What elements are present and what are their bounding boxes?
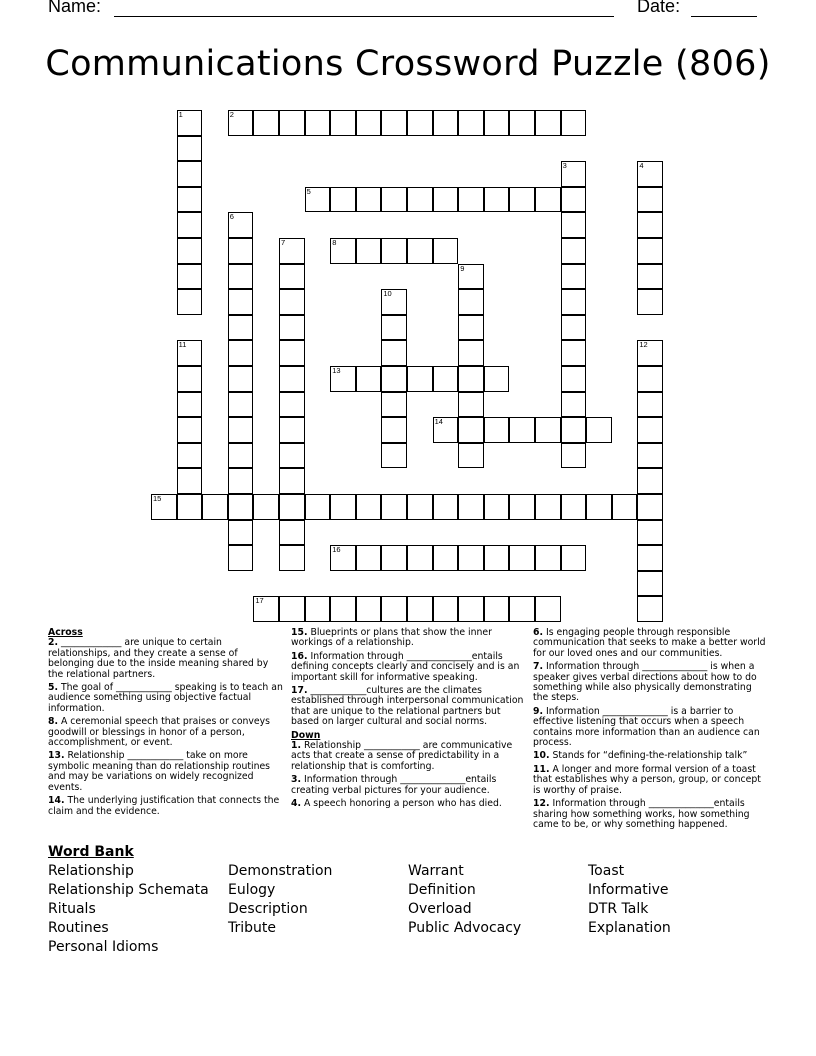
word-bank-column [408, 862, 588, 938]
clues-column-3 [533, 628, 769, 833]
clue-number: 1 [178, 110, 183, 119]
word-bank-item: Relationship Schemata [48, 882, 209, 898]
grid-cell[interactable] [407, 110, 433, 136]
grid-cell[interactable] [561, 494, 587, 520]
grid-cell[interactable] [458, 264, 484, 290]
grid-cell[interactable] [637, 571, 663, 597]
grid-cell[interactable] [458, 110, 484, 136]
grid-cell[interactable] [177, 417, 203, 443]
name-label: Name: [48, 0, 102, 16]
clue-number: 15 [153, 494, 162, 503]
clue-down-11: 11. A longer and more formal version of a toast that establishes why a person, group, or concept is worthy of praise. [533, 763, 761, 796]
grid-cell[interactable] [356, 494, 382, 520]
clue-across-15: 15. Blueprints or plans that show the inner workings of a relationship. [291, 627, 492, 649]
grid-cell[interactable] [330, 596, 356, 622]
grid-cell[interactable] [509, 417, 535, 443]
grid-cell[interactable] [177, 264, 203, 290]
clue-across-14: 14. The underlying justification that connects the claim and the evidence. [48, 795, 280, 817]
grid-cell[interactable] [330, 494, 356, 520]
clue-number: 17 [255, 596, 264, 606]
grid-cell[interactable] [561, 392, 587, 418]
grid-cell[interactable] [381, 443, 407, 469]
clue-number: 16 [332, 545, 341, 555]
word-bank-item: Definition [408, 882, 476, 898]
grid-cell[interactable] [561, 289, 587, 315]
grid-cell[interactable] [458, 392, 484, 418]
grid-cell[interactable] [279, 596, 305, 622]
grid-cell[interactable] [433, 187, 459, 213]
clue-number: 12 [639, 340, 648, 350]
grid-cell[interactable] [561, 366, 587, 392]
grid-cell[interactable] [561, 417, 587, 443]
grid-cell[interactable] [637, 417, 663, 443]
clue-number: 7 [281, 238, 286, 247]
clue-down-3: 3. Information through ______________entails creating verbal pictures for your audience. [291, 774, 497, 796]
grid-cell[interactable] [228, 289, 254, 315]
grid-cell[interactable] [637, 392, 663, 418]
clue-down-10: 10. Stands for “defining-the-relationship talk” [533, 750, 748, 762]
grid-cell[interactable] [637, 212, 663, 238]
grid-cell[interactable] [535, 596, 561, 622]
clue-number: 4 [639, 161, 644, 171]
grid-cell[interactable] [381, 366, 407, 392]
grid-cell[interactable] [228, 545, 254, 571]
clue-across-16: 16. Information through ______________entails defining concepts clearly and concisely and is an important skill for informative speaking. [291, 650, 520, 683]
grid-cell[interactable] [407, 494, 433, 520]
grid-cell[interactable] [433, 494, 459, 520]
grid-cell[interactable] [458, 443, 484, 469]
grid-cell[interactable] [177, 494, 203, 520]
grid-cell[interactable] [279, 417, 305, 443]
grid-cell[interactable] [407, 545, 433, 571]
grid-cell[interactable] [586, 417, 612, 443]
grid-cell[interactable] [381, 187, 407, 213]
grid-cell[interactable] [535, 187, 561, 213]
clue-across-2: 2. _____________ are unique to certain relationships, and they create a sense of belonging due to the inside meaning shared by the relational partners. [48, 637, 269, 680]
grid-cell[interactable] [330, 366, 356, 392]
grid-cell[interactable] [279, 468, 305, 494]
name-date-line [48, 0, 757, 17]
grid-cell[interactable] [305, 494, 331, 520]
grid-cell[interactable] [433, 596, 459, 622]
grid-cell[interactable] [177, 136, 203, 162]
word-bank-item: Rituals [48, 901, 96, 917]
word-bank-column [48, 862, 228, 957]
grid-cell[interactable] [637, 161, 663, 187]
grid-cell[interactable] [305, 110, 331, 136]
clue-number: 14 [434, 417, 443, 427]
grid-cell[interactable] [509, 596, 535, 622]
clue-number: 10 [383, 289, 392, 299]
date-field[interactable] [691, 0, 757, 17]
grid-cell[interactable] [279, 315, 305, 341]
clue-down-1: 1. Relationship ____________ are communicative acts that create a sense of predictability in a relationship that is comforting. [291, 740, 513, 772]
grid-cell[interactable] [509, 187, 535, 213]
grid-cell[interactable] [356, 110, 382, 136]
grid-cell[interactable] [433, 238, 459, 264]
grid-cell[interactable] [433, 417, 459, 443]
grid-cell[interactable] [407, 366, 433, 392]
grid-cell[interactable] [279, 238, 305, 264]
grid-cell[interactable] [381, 340, 407, 366]
down-heading: Down [291, 729, 321, 741]
grid-cell[interactable] [228, 417, 254, 443]
grid-cell[interactable] [330, 238, 356, 264]
grid-cell[interactable] [279, 443, 305, 469]
grid-cell[interactable] [637, 520, 663, 546]
grid-cell[interactable] [535, 110, 561, 136]
grid-cell[interactable] [330, 110, 356, 136]
grid-cell[interactable] [228, 340, 254, 366]
grid-cell[interactable] [151, 494, 177, 520]
clues-column-2 [291, 628, 525, 813]
grid-cell[interactable] [561, 187, 587, 213]
grid-cell[interactable] [177, 161, 203, 187]
grid-cell[interactable] [381, 494, 407, 520]
grid-cell[interactable] [484, 366, 510, 392]
word-bank-title: Word Bank [48, 844, 134, 860]
grid-cell[interactable] [637, 264, 663, 290]
word-bank-column [228, 862, 408, 938]
grid-cell[interactable] [637, 468, 663, 494]
grid-cell[interactable] [484, 545, 510, 571]
grid-cell[interactable] [228, 212, 254, 238]
grid-cell[interactable] [433, 545, 459, 571]
grid-cell[interactable] [458, 417, 484, 443]
clue-down-9: 9. Information ______________ is a barrier to effective listening that occurs when a speech contains more information than an audience can process. [533, 705, 760, 749]
grid-cell[interactable] [433, 110, 459, 136]
grid-cell[interactable] [637, 187, 663, 213]
grid-cell[interactable] [458, 494, 484, 520]
grid-cell[interactable] [279, 392, 305, 418]
grid-cell[interactable] [228, 110, 254, 136]
grid-cell[interactable] [228, 443, 254, 469]
grid-cell[interactable] [561, 264, 587, 290]
grid-cell[interactable] [509, 110, 535, 136]
grid-cell[interactable] [279, 520, 305, 546]
grid-cell[interactable] [381, 110, 407, 136]
grid-cell[interactable] [407, 187, 433, 213]
clue-down-7: 7. Information through ______________ is when a speaker gives verbal directions about how to do something while also physically demonstrating the steps. [533, 661, 757, 704]
word-bank-item: Eulogy [228, 882, 276, 898]
word-bank-item: Personal Idioms [48, 939, 159, 955]
clue-across-17: 17. ____________cultures are the climates established through interpersonal communication that are unique to the relational partners but based on larger cultural and social norms. [291, 685, 524, 728]
grid-cell[interactable] [612, 494, 638, 520]
grid-cell[interactable] [228, 468, 254, 494]
grid-cell[interactable] [535, 494, 561, 520]
grid-cell[interactable] [381, 315, 407, 341]
grid-cell[interactable] [228, 392, 254, 418]
grid-cell[interactable] [305, 187, 331, 213]
grid-cell[interactable] [253, 110, 279, 136]
grid-cell[interactable] [305, 596, 331, 622]
name-field[interactable] [114, 0, 614, 17]
grid-cell[interactable] [561, 340, 587, 366]
word-bank-item: Toast [588, 863, 625, 879]
grid-cell[interactable] [381, 289, 407, 315]
grid-cell[interactable] [433, 366, 459, 392]
word-bank-item: Description [228, 901, 308, 917]
grid-cell[interactable] [484, 110, 510, 136]
clue-number: 13 [332, 366, 341, 375]
grid-cell[interactable] [279, 289, 305, 315]
grid-cell[interactable] [637, 545, 663, 571]
grid-cell[interactable] [637, 289, 663, 315]
word-bank-item: Relationship [48, 863, 134, 879]
grid-cell[interactable] [458, 187, 484, 213]
grid-cell[interactable] [177, 212, 203, 238]
grid-cell[interactable] [177, 468, 203, 494]
clue-down-4: 4. A speech honoring a person who has died. [291, 798, 502, 810]
word-bank-item: Public Advocacy [408, 920, 522, 936]
grid-cell[interactable] [407, 238, 433, 264]
grid-cell[interactable] [561, 238, 587, 264]
grid-cell[interactable] [177, 340, 203, 366]
clue-number: 2 [229, 110, 234, 119]
grid-cell[interactable] [228, 315, 254, 341]
grid-cell[interactable] [561, 315, 587, 341]
clue-number: 9 [460, 263, 465, 273]
grid-cell[interactable] [177, 366, 203, 392]
grid-cell[interactable] [356, 596, 382, 622]
grid-cell[interactable] [177, 187, 203, 213]
grid-cell[interactable] [330, 545, 356, 571]
grid-cell[interactable] [228, 264, 254, 290]
grid-cell[interactable] [177, 110, 203, 136]
word-bank-column [588, 862, 768, 938]
across-heading: Across [48, 627, 83, 638]
clue-across-8: 8. A ceremonial speech that praises or conveys goodwill or blessings in honor of a person, accomplishment, or event. [48, 716, 270, 749]
grid-cell[interactable] [458, 289, 484, 315]
grid-cell[interactable] [484, 417, 510, 443]
grid-cell[interactable] [228, 238, 254, 264]
word-bank-item: Routines [48, 920, 109, 936]
word-bank-item: Tribute [228, 920, 277, 936]
word-bank-item: Overload [408, 901, 472, 917]
date-label: Date: [637, 0, 681, 16]
grid-cell[interactable] [356, 238, 382, 264]
grid-cell[interactable] [381, 417, 407, 443]
clue-down-12: 12. Information through ______________entails sharing how something works, how something came to be, or why something happened. [533, 798, 750, 830]
grid-cell[interactable] [458, 545, 484, 571]
grid-cell[interactable] [509, 545, 535, 571]
grid-cell[interactable] [228, 366, 254, 392]
grid-cell[interactable] [279, 545, 305, 571]
grid-cell[interactable] [637, 596, 663, 622]
page-title: Communications Crossword Puzzle (806) [45, 44, 771, 84]
clue-across-13: 13. Relationship ____________ take on more symbolic meaning than do relationship routines and may be variations on widely recognized events. [48, 750, 271, 793]
grid-cell[interactable] [177, 289, 203, 315]
grid-cell[interactable] [407, 596, 433, 622]
grid-cell[interactable] [637, 443, 663, 469]
grid-cell[interactable] [228, 520, 254, 546]
grid-cell[interactable] [561, 212, 587, 238]
grid-cell[interactable] [356, 187, 382, 213]
grid-cell[interactable] [458, 366, 484, 392]
clue-number: 6 [229, 212, 234, 222]
grid-cell[interactable] [535, 545, 561, 571]
word-bank-item: Informative [588, 882, 669, 898]
word-bank-item: Warrant [408, 863, 464, 879]
grid-cell[interactable] [535, 417, 561, 443]
grid-cell[interactable] [330, 187, 356, 213]
grid-cell[interactable] [381, 545, 407, 571]
word-bank-item: DTR Talk [588, 901, 649, 917]
word-bank-item: Demonstration [228, 863, 333, 879]
grid-cell[interactable] [637, 238, 663, 264]
grid-cell[interactable] [228, 494, 254, 520]
grid-cell[interactable] [509, 494, 535, 520]
grid-cell[interactable] [279, 366, 305, 392]
clue-across-5: 5. The goal of ____________ speaking is to teach an audience something using objective factual information. [48, 682, 283, 714]
grid-cell[interactable] [484, 494, 510, 520]
word-bank-item: Explanation [588, 920, 671, 936]
grid-cell[interactable] [484, 187, 510, 213]
grid-cell[interactable] [561, 161, 587, 187]
grid-cell[interactable] [458, 315, 484, 341]
clue-number: 8 [332, 238, 337, 247]
clue-down-6: 6. Is engaging people through responsible communication that seeks to make a better world for our loved ones and our communities. [533, 627, 766, 659]
grid-cell[interactable] [458, 340, 484, 366]
grid-cell[interactable] [253, 494, 279, 520]
grid-cell[interactable] [561, 443, 587, 469]
grid-cell[interactable] [356, 545, 382, 571]
grid-cell[interactable] [253, 596, 279, 622]
grid-cell[interactable] [637, 340, 663, 366]
grid-cell[interactable] [356, 366, 382, 392]
grid-cell[interactable] [484, 596, 510, 622]
grid-cell[interactable] [279, 340, 305, 366]
grid-cell[interactable] [177, 238, 203, 264]
grid-cell[interactable] [381, 238, 407, 264]
grid-cell[interactable] [637, 366, 663, 392]
grid-cell[interactable] [279, 264, 305, 290]
grid-cell[interactable] [279, 494, 305, 520]
grid-cell[interactable] [177, 443, 203, 469]
grid-cell[interactable] [458, 596, 484, 622]
grid-cell[interactable] [586, 494, 612, 520]
grid-cell[interactable] [279, 110, 305, 136]
clue-number: 11 [178, 340, 187, 350]
grid-cell[interactable] [381, 596, 407, 622]
clue-number: 3 [562, 161, 567, 171]
grid-cell[interactable] [561, 110, 587, 136]
clue-number: 5 [306, 186, 311, 196]
grid-cell[interactable] [177, 392, 203, 418]
grid-cell[interactable] [202, 494, 228, 520]
grid-cell[interactable] [561, 545, 587, 571]
grid-cell[interactable] [381, 392, 407, 418]
grid-cell[interactable] [637, 494, 663, 520]
clues-column-1 [48, 628, 284, 820]
